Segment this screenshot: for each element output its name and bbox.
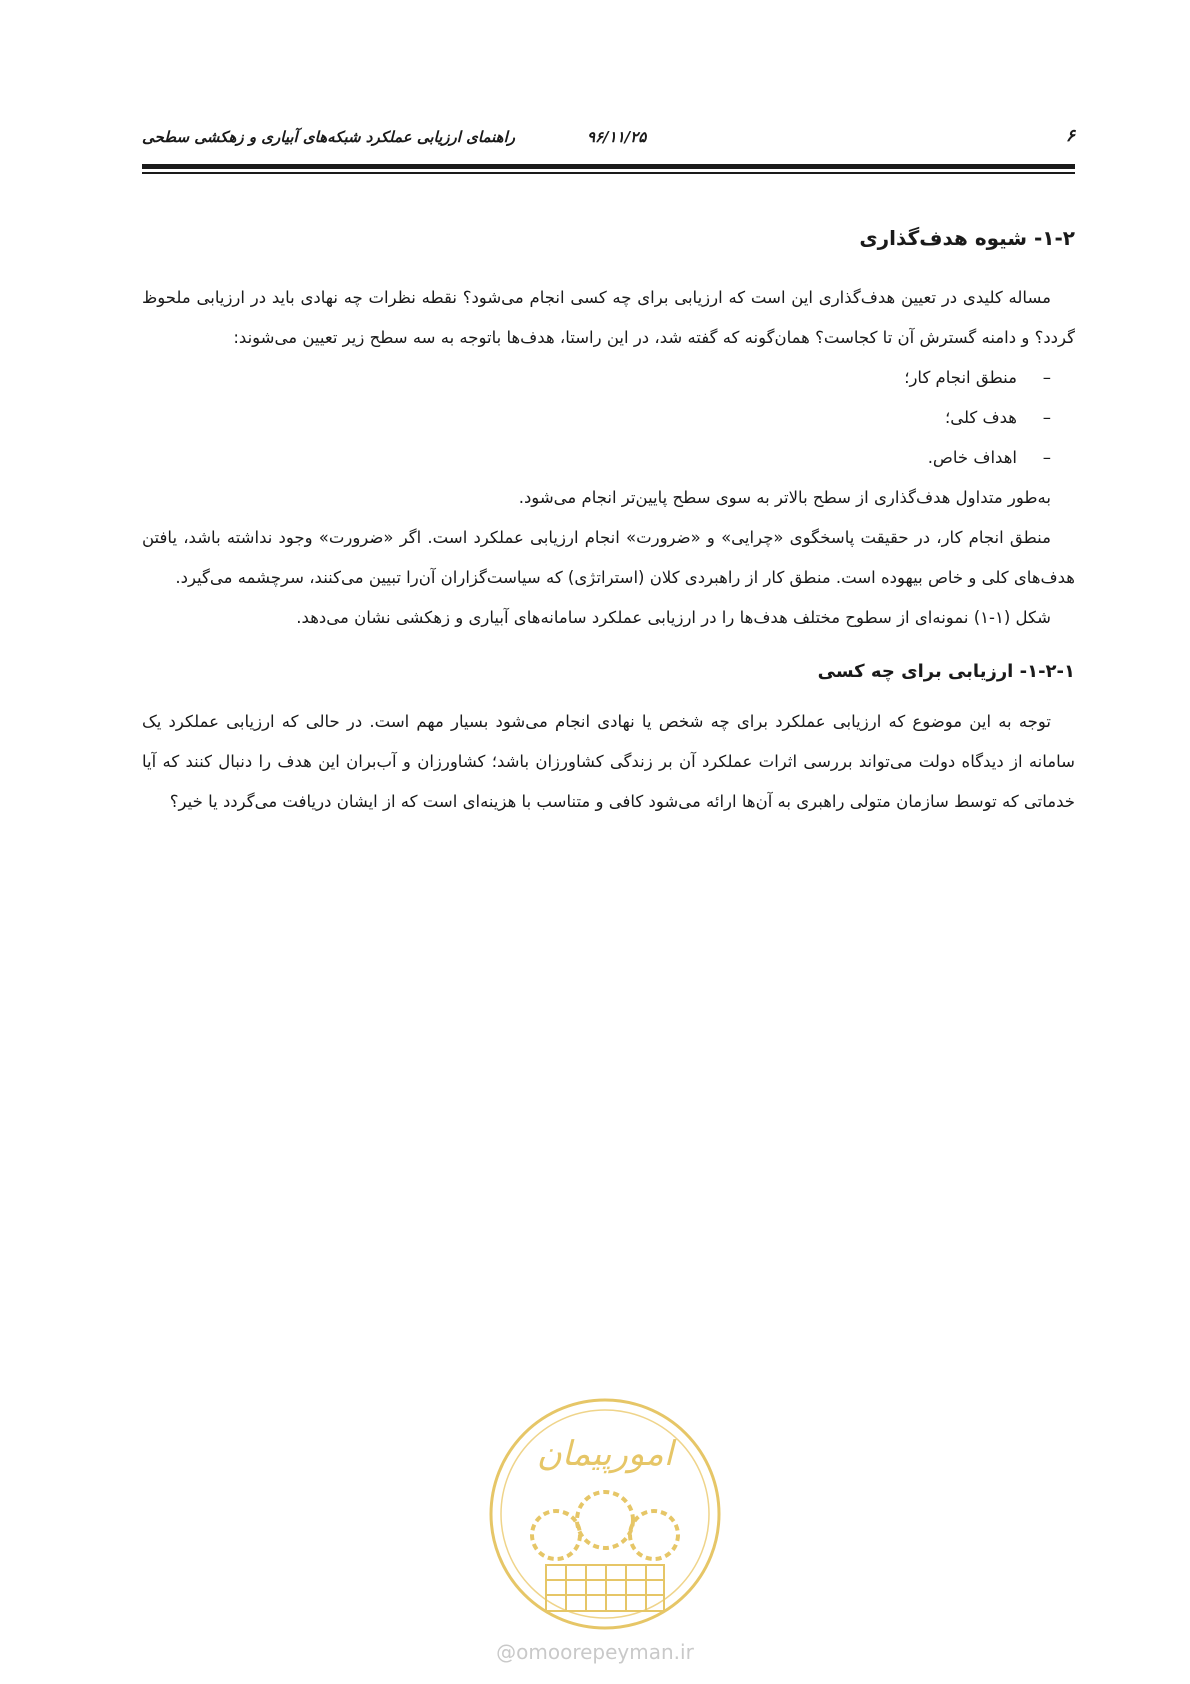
header-rule-thick bbox=[142, 164, 1075, 169]
page-header bbox=[142, 124, 1075, 154]
dash-bullet-icon: – bbox=[1042, 368, 1051, 387]
subsection-heading: ۱-۲-۱- ارزیابی برای چه کسی bbox=[817, 661, 1075, 682]
watermark-website: @omoorepeyman.ir bbox=[496, 1640, 694, 1664]
watermark-stamp-icon bbox=[486, 1395, 724, 1633]
list-item: –منطق انجام کار؛ bbox=[142, 358, 1051, 398]
dash-bullet-icon: – bbox=[1042, 448, 1051, 467]
header-rule-thin bbox=[142, 172, 1075, 174]
list-item: –هدف کلی؛ bbox=[142, 398, 1051, 438]
at-icon: @ bbox=[496, 1640, 517, 1664]
paragraph: به‌طور متداول هدف‌گذاری از سطح بالاتر به سوی سطح پایین‌تر انجام می‌شود. bbox=[518, 488, 1051, 507]
stamp-logo-text: امورپیمان bbox=[536, 1434, 674, 1474]
main-content bbox=[142, 210, 1075, 822]
paragraph: شکل (۱-۱) نمونه‌ای از سطوح مختلف هدف‌ها را در ارزیابی عملکرد سامانه‌های آبیاری و زهکشی نشان می‌دهد. bbox=[296, 608, 1051, 627]
page-number: ۶ bbox=[1065, 126, 1075, 146]
list-item: –اهداف خاص. bbox=[142, 438, 1051, 478]
paragraph: توجه به این موضوع که ارزیابی عملکرد برای چه شخص یا نهادی انجام می‌شود بسیار مهم است. در حالی که ارزیابی عملکرد یک سامانه از دیدگاه دولت می‌تواند بررسی اثرات عملکرد آن بر زندگی کشاورزان باشد؛ کشاورزان و آب‌بران این هدف را دنبال کنند که آیا خدماتی که توسط سازمان متولی راهبری به آن‌ها ارائه می‌شود کافی و متناسب با هزینه‌ای است که از ایشان دریافت می‌گردد یا خیر؟ bbox=[142, 712, 1075, 811]
paragraph: مساله کلیدی در تعیین هدف‌گذاری این است که ارزیابی برای چه کسی انجام می‌شود؟ نقطه نظرات چه نهادی باید در ارزیابی ملحوظ گردد؟ و دامنه گسترش آن تا کجاست؟ همان‌گونه که گفته شد، در این راستا، هدف‌ها باتوجه به سه سطح زیر تعیین می‌شوند: bbox=[142, 288, 1075, 347]
section-heading: ۱-۲- شیوه هدف‌گذاری bbox=[859, 226, 1075, 250]
header-title: راهنمای ارزیابی عملکرد شبکه‌های آبیاری و زهکشی سطحی bbox=[142, 128, 515, 146]
header-date: ۹۶/۱۱/۲۵ bbox=[587, 128, 647, 146]
dash-bullet-icon: – bbox=[1042, 408, 1051, 427]
goal-levels-list bbox=[142, 358, 1075, 478]
paragraph: منطق انجام کار، در حقیقت پاسخگوی «چرایی» و «ضرورت» انجام ارزیابی عملکرد است. اگر «ضرورت» وجود نداشته باشد، یافتن هدف‌های کلی و خاص بیهوده است. منطق کار از راهبردی کلان (استراتژی) که سیاست‌گزاران آن‌را تبیین می‌کنند، سرچشمه می‌گیرد. bbox=[142, 528, 1075, 587]
